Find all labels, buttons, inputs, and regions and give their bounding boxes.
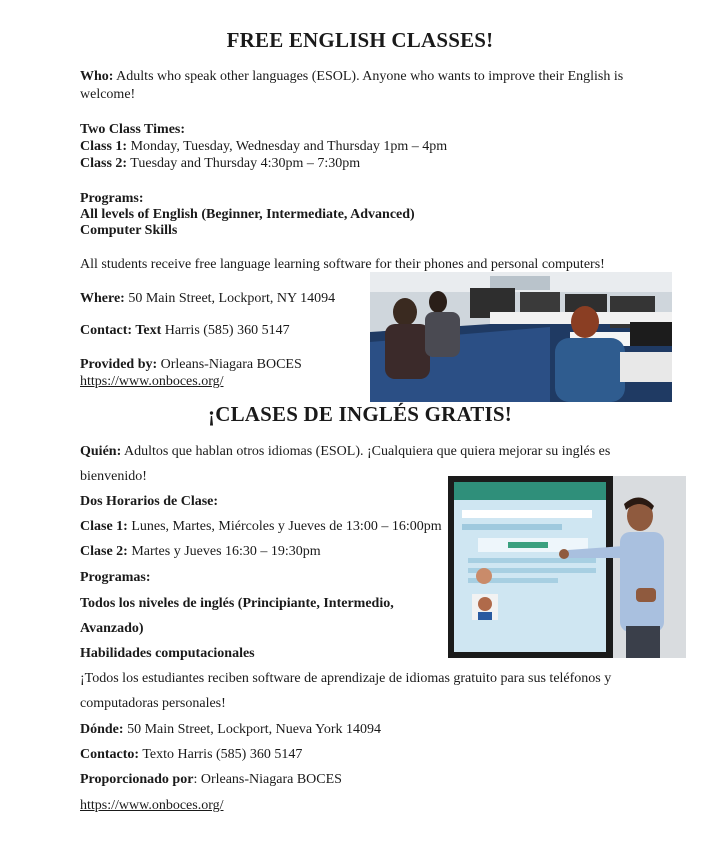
class2-line — [80, 155, 360, 173]
quien-line — [80, 443, 610, 461]
quien-line-2: bienvenido! — [80, 469, 147, 484]
clase2-line — [80, 543, 321, 561]
class1-text: Monday, Tuesday, Wednesday and Thursday 1pm – 4pm — [127, 139, 448, 154]
programa-niveles: Todos los niveles de inglés (Principiante, Intermedio, — [80, 596, 394, 611]
donde-text: 50 Main Street, Lockport, Nueva York 14094 — [123, 722, 381, 737]
clase2-text: Martes y Jueves 16:30 – 19:30pm — [127, 544, 321, 559]
clase1-label: Clase 1: — [80, 519, 128, 534]
program-levels: All levels of English (Beginner, Intermediate, Advanced) — [80, 207, 415, 222]
who-paragraph — [80, 68, 640, 104]
spanish-title: ¡CLASES DE INGLÉS GRATIS! — [208, 402, 512, 426]
where-text: 50 Main Street, Lockport, NY 14094 — [124, 291, 336, 306]
clase2-label: Clase 2: — [80, 544, 128, 559]
english-title: FREE ENGLISH CLASSES! — [226, 28, 494, 52]
clase1-line — [80, 518, 442, 536]
programs-heading: Programs: — [80, 191, 144, 206]
proporcionado-label: Proporcionado por — [80, 772, 194, 787]
class1-label: Class 1: — [80, 139, 128, 154]
programa-niveles-2: Avanzado) — [80, 621, 144, 636]
class2-label: Class 2: — [80, 156, 128, 171]
class2-text: Tuesday and Thursday 4:30pm – 7:30pm — [127, 156, 361, 171]
clase1-text: Lunes, Martes, Miércoles y Jueves de 13:00 – 16:00pm — [127, 519, 442, 534]
donde-line — [80, 721, 381, 739]
class-times-heading: Two Class Times: — [80, 122, 186, 137]
spanish-website-link[interactable]: https://www.onboces.org/ — [80, 798, 224, 813]
computer-lab-photo — [370, 272, 672, 402]
provided-line — [80, 356, 302, 374]
proporcionado-text: : Orleans-Niagara BOCES — [193, 772, 342, 787]
software-es-line-2: computadoras personales! — [80, 696, 226, 711]
where-line — [80, 290, 335, 308]
contact-text: Harris (585) 360 5147 — [161, 323, 290, 338]
horarios-heading: Dos Horarios de Clase: — [80, 494, 219, 509]
contacto-label: Contacto: — [80, 747, 140, 762]
donde-label: Dónde: — [80, 722, 124, 737]
contact-line — [80, 322, 290, 340]
provided-label: Provided by: — [80, 357, 158, 372]
teacher-board-photo — [448, 476, 686, 658]
software-text: All students receive free language learning software for their phones and personal computers! — [80, 257, 605, 272]
contact-label: Contact: Text — [80, 323, 162, 338]
where-label: Where: — [80, 291, 125, 306]
contacto-text: Texto Harris (585) 360 5147 — [139, 747, 303, 762]
contacto-line — [80, 746, 302, 764]
english-website-link[interactable]: https://www.onboces.org/ — [80, 374, 224, 389]
proporcionado-line — [80, 771, 342, 789]
programa-computacion: Habilidades computacionales — [80, 646, 255, 661]
quien-label: Quién: — [80, 444, 122, 459]
program-computer: Computer Skills — [80, 223, 178, 238]
who-text: Adults who speak other languages (ESOL). Anyone who wants to improve their English is welcome! — [80, 69, 624, 102]
quien-text: Adultos que hablan otros idiomas (ESOL). ¡Cualquiera que quiera mejorar su inglés es — [121, 444, 611, 459]
class1-line — [80, 138, 447, 156]
programas-heading: Programas: — [80, 570, 151, 585]
who-label: Who: — [80, 69, 114, 84]
software-es-line: ¡Todos los estudiantes reciben software de aprendizaje de idiomas gratuito para sus teléfonos y — [80, 671, 612, 686]
provided-text: Orleans-Niagara BOCES — [157, 357, 302, 372]
